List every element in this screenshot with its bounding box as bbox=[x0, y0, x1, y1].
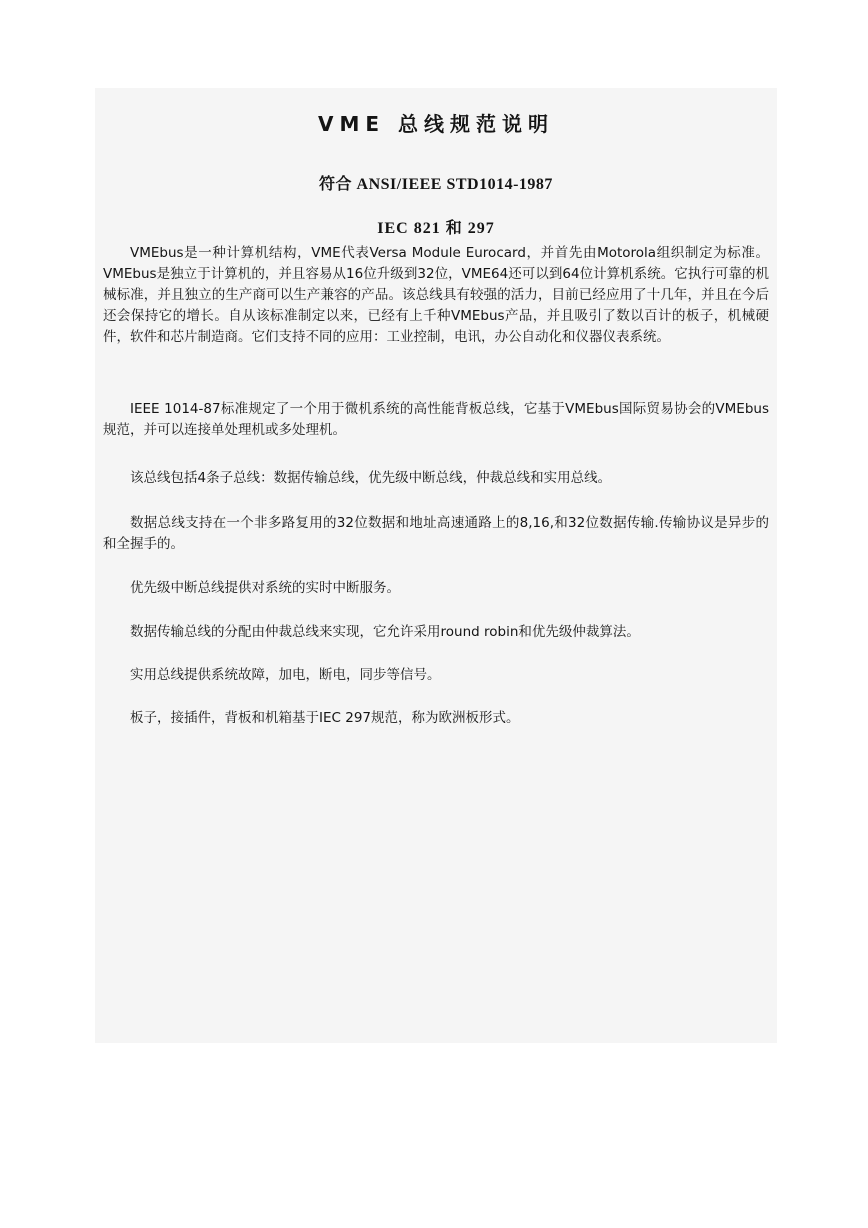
paragraph-overview: VMEbus是一种计算机结构，VME代表Versa Module Eurocard，并首先由Motorola组织制定为标准。VMEbus是独立于计算机的，并且容易从16位升级到32位，VME64还可以到64位计算机系统。它执行可靠的机械标准，并且独立的生产商可以生产兼容的产品。该总线具有较强的活力，目前已经应用了十几年，并且在今后还会保持它的增长。自从该标准制定以来，已经有上千种VMEbus产品，并且吸引了数以百计的板子，机械硬件，软件和芯片制造商。它们支持不同的应用：工业控制，电讯，办公自动化和仪器仪表系统。 bbox=[103, 245, 769, 345]
standard-subtitle: 符合 ANSI/IEEE STD1014-1987 bbox=[319, 176, 553, 193]
paragraph-interrupt-bus: 优先级中断总线提供对系统的实时中断服务。 bbox=[130, 580, 400, 596]
document-title: VME 总线规范说明 bbox=[317, 112, 554, 136]
paragraph-eurocard-form: 板子，接插件，背板和机箱基于IEC 297规范，称为欧洲板形式。 bbox=[130, 710, 520, 726]
paragraph-sub-buses: 该总线包括4条子总线：数据传输总线，优先级中断总线，仲裁总线和实用总线。 bbox=[130, 470, 612, 486]
paragraph-utility-bus: 实用总线提供系统故障，加电，断电，同步等信号。 bbox=[130, 667, 441, 683]
iec-subtitle: IEC 821 和 297 bbox=[377, 220, 495, 237]
paragraph-data-bus: 数据总线支持在一个非多路复用的32位数据和地址高速通路上的8,16,和32位数据传输.传输协议是异步的和全握手的。 bbox=[103, 515, 769, 552]
paragraph-ieee-standard: IEEE 1014-87标准规定了一个用于微机系统的高性能背板总线，它基于VMEbus国际贸易协会的VMEbus规范，并可以连接单处理机或多处理机。 bbox=[103, 401, 769, 438]
paragraph-arbitration-bus: 数据传输总线的分配由仲裁总线来实现，它允许采用round robin和优先级仲裁算法。 bbox=[130, 624, 640, 640]
